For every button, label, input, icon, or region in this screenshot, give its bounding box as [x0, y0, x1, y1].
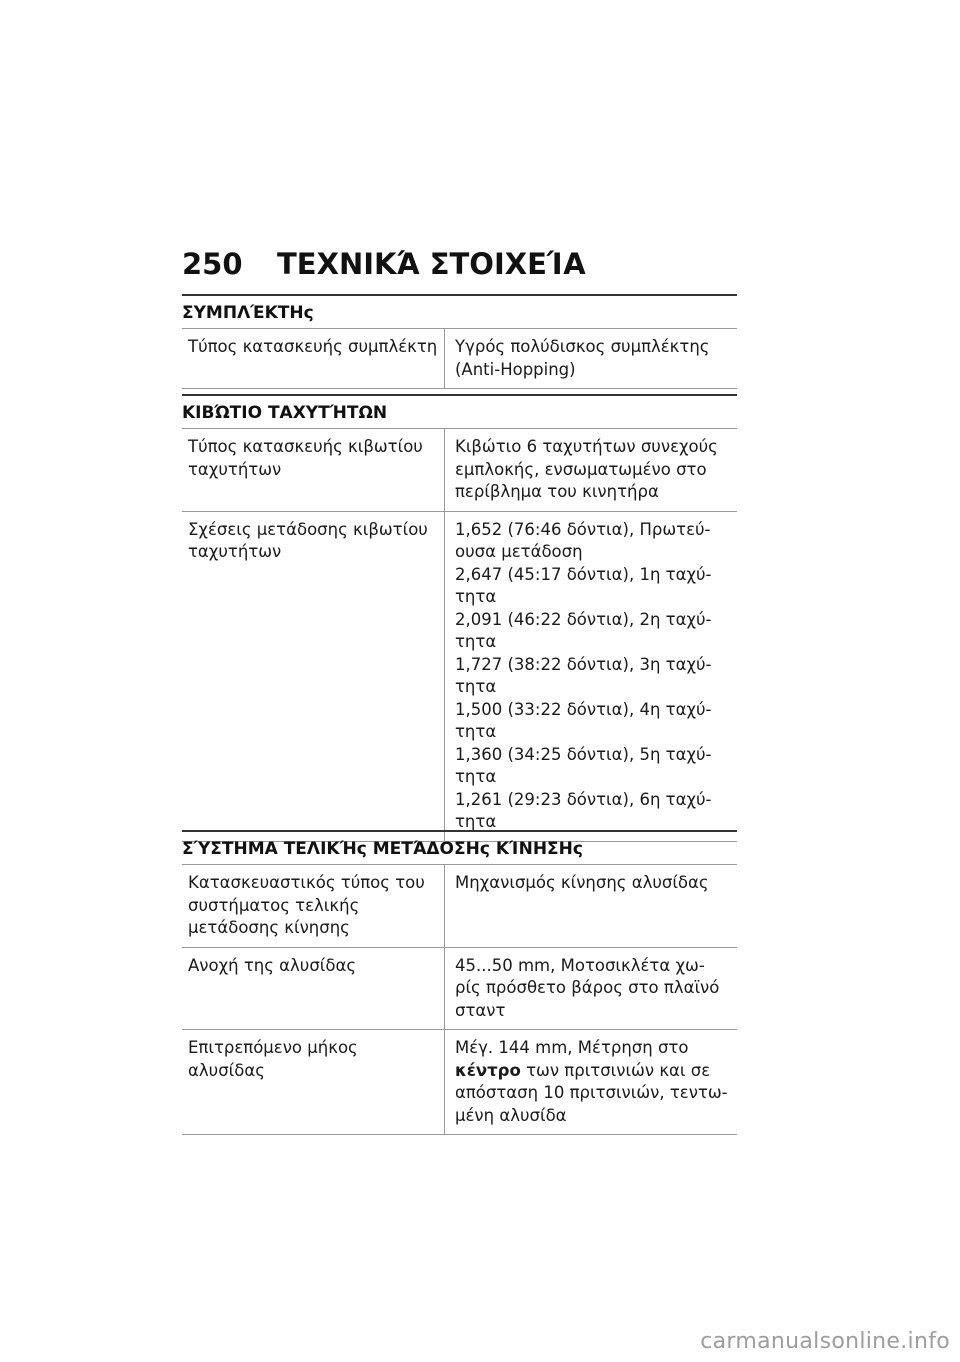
spec-label: Τύπος κατασκευής συμπλέκτη: [188, 337, 438, 356]
spec-table: [182, 328, 737, 389]
value-line: περίβλημα του κινητήρα: [455, 482, 659, 501]
spec-value: [444, 512, 737, 841]
value-line: ουσα μετάδοση: [455, 542, 583, 561]
spec-label: Επιτρεπόμενο μήκος αλυσίδας: [188, 1038, 358, 1080]
spec-table: [182, 428, 737, 842]
value-line: τητα: [455, 632, 497, 651]
value-line: Μέγ. 144 mm, Μέτρηση στο: [455, 1038, 689, 1057]
value-line: (Anti-Hopping): [455, 359, 576, 379]
spec-table: [182, 864, 737, 1135]
value-line: τητα: [455, 677, 497, 696]
emphasis-text: κέντρο: [455, 1060, 521, 1080]
section-title: ΚΙΒΏΤΙΟ ΤΑΧΥΤΉΤΩΝ: [182, 394, 737, 428]
value-line: Υγρός πολύδισκος συμπλέκτης: [455, 337, 710, 356]
value-line: τητα: [455, 767, 497, 786]
value-line: Μηχανισμός κίνησης αλυσίδας: [455, 873, 709, 892]
spec-value: [444, 1030, 737, 1134]
value-line: Κιβώτιο 6 ταχυτήτων συνεχούς: [455, 437, 718, 456]
value-line: 1,727 (38:22 δόντια), 3η ταχύ-: [455, 654, 712, 674]
spec-label: Τύπος κατασκευής κιβωτίου ταχυτήτων: [188, 437, 423, 479]
section-clutch: [182, 294, 737, 389]
spec-value: [444, 865, 737, 947]
spec-row: [182, 947, 737, 1030]
value-line: τητα: [455, 812, 497, 831]
value-line: 2,647 (45:17 δόντια), 1η ταχύ-: [455, 564, 712, 584]
spec-row: [182, 1029, 737, 1135]
section-title: ΣΎΣΤΗΜΑ ΤΕΛΙΚΉς ΜΕΤΆΔΟΣΗς ΚΊΝΗΣΗς: [182, 830, 737, 864]
value-line: 1,261 (29:23 δόντια), 6η ταχύ-: [455, 789, 712, 809]
spec-row: [182, 328, 737, 389]
spec-label: Κατασκευαστικός τύπος του συστήματος τελικής μετάδοσης κίνησης: [188, 873, 425, 937]
spec-label: Σχέσεις μετάδοσης κιβωτίου ταχυτήτων: [188, 519, 428, 561]
value-line: 1,652 (76:46 δόντια), Πρωτεύ-: [455, 519, 711, 539]
section-final-drive: [182, 830, 737, 1135]
value-line: ρίς πρόσθετο βάρος στο πλαϊνό: [455, 978, 720, 997]
value-line: [455, 1060, 731, 1083]
value-text: των πριτσινιών και σε: [520, 1060, 711, 1080]
spec-label: Ανοχή της αλυσίδας: [188, 955, 357, 975]
section-gearbox: [182, 394, 737, 842]
watermark: carmanualsonline.info: [700, 1329, 950, 1354]
value-line: 45...50 mm, Μοτοσικλέτα χω-: [455, 955, 705, 975]
page-header: [182, 244, 742, 284]
value-line: τητα: [455, 722, 497, 741]
value-line: 1,500 (33:22 δόντια), 4η ταχύ-: [455, 699, 712, 719]
page-number: 250: [182, 247, 243, 281]
spec-row: [182, 428, 737, 511]
page-title: ΤΕΧΝΙΚΆ ΣΤΟΙΧΕΊΑ: [277, 247, 586, 281]
spec-value: [444, 329, 737, 388]
value-line: 1,360 (34:25 δόντια), 5η ταχύ-: [455, 744, 712, 764]
section-title: ΣΥΜΠΛΈΚΤΗς: [182, 294, 737, 328]
value-line: 2,091 (46:22 δόντια), 2η ταχύ-: [455, 609, 712, 629]
value-line: μένη αλυσίδα: [455, 1105, 567, 1125]
value-line: απόσταση 10 πριτσινιών, τεντω-: [455, 1083, 728, 1102]
spec-value: [444, 429, 737, 511]
value-line: σταντ: [455, 1000, 506, 1020]
spec-row: [182, 511, 737, 842]
value-line: τητα: [455, 587, 497, 606]
value-line: εμπλοκής, ενσωματωμένο στο: [455, 459, 707, 479]
spec-row: [182, 864, 737, 947]
spec-value: [444, 948, 737, 1030]
